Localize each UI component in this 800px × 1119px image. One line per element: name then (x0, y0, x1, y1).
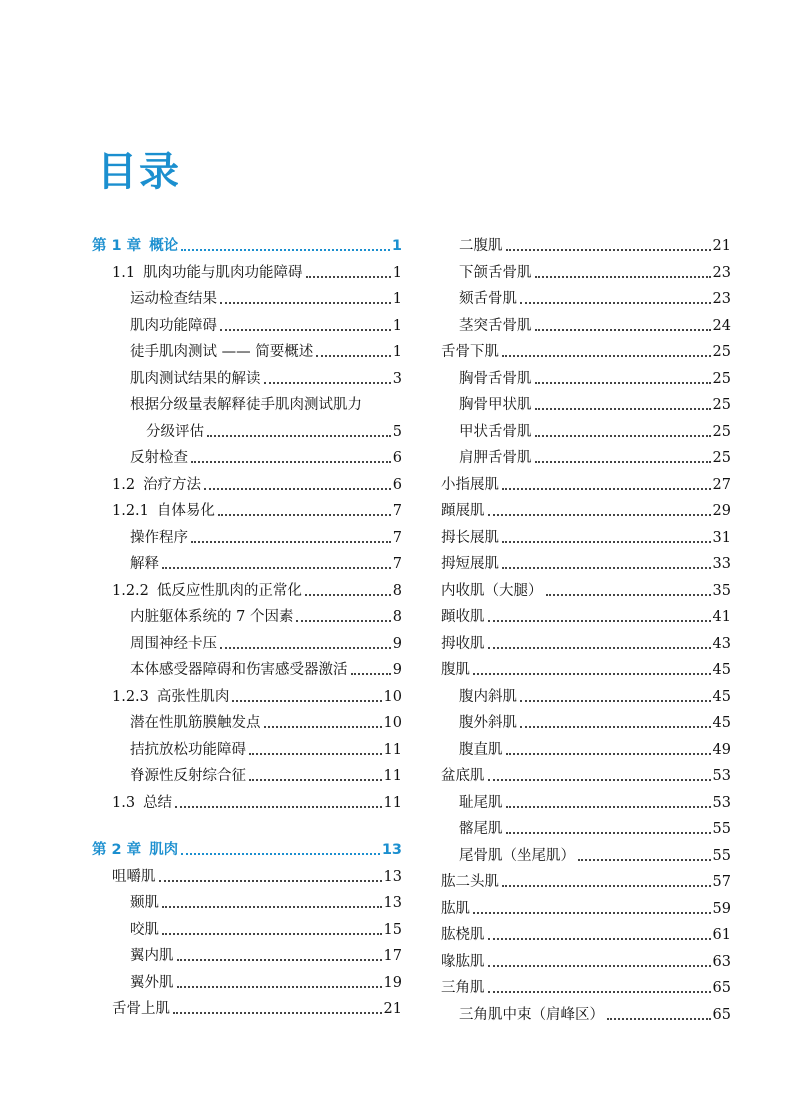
toc-entry-page: 1 (392, 291, 402, 307)
toc-entry-number: 1.2.1 (112, 503, 149, 519)
toc-entry[interactable] (441, 632, 731, 656)
toc-entry-title: 本体感受器障碍和伤害感受器激活 (130, 662, 348, 678)
dot-leader (488, 990, 711, 993)
toc-entry-title: 周围神经卡压 (130, 635, 217, 652)
toc-entry-page: 13 (381, 842, 402, 858)
toc-entry-title: 肌肉功能与肌肉功能障碍 (143, 264, 303, 281)
toc-entry-title: 下颌舌骨肌 (459, 264, 532, 281)
toc-entry-title: 拮抗放松功能障碍 (130, 741, 246, 758)
toc-entry[interactable] (92, 865, 402, 889)
toc-chapter-entry[interactable] (92, 234, 402, 258)
toc-entry[interactable] (441, 367, 731, 391)
toc-entry-title: 舌骨下肌 (441, 344, 499, 360)
dot-leader (159, 879, 382, 882)
toc-entry-page: 23 (712, 264, 731, 281)
dot-leader (351, 672, 391, 675)
toc-entry[interactable] (441, 764, 731, 788)
toc-entry-page: 53 (712, 794, 731, 811)
toc-entry-page: 61 (712, 927, 731, 943)
toc-entry[interactable] (441, 579, 731, 603)
toc-entry-page: 6 (392, 450, 402, 466)
dot-leader (488, 646, 711, 649)
toc-entry-page: 1 (392, 264, 402, 281)
toc-entry[interactable] (92, 711, 402, 735)
toc-entry-title: 拇短展肌 (441, 556, 499, 572)
dot-leader (488, 964, 711, 967)
dot-leader (249, 778, 382, 781)
toc-entry-title: 三角肌 (441, 980, 485, 996)
toc-entry-page: 11 (383, 794, 402, 811)
toc-entry[interactable] (92, 971, 402, 995)
toc-entry[interactable] (441, 446, 731, 470)
toc-entry[interactable] (92, 367, 402, 391)
toc-entry-page: 59 (712, 900, 731, 917)
dot-leader (162, 932, 382, 935)
toc-entry[interactable] (92, 764, 402, 788)
toc-entry-page: 25 (712, 423, 731, 440)
toc-entry-title: 脊源性反射综合征 (130, 768, 246, 784)
toc-entry-page: 53 (712, 768, 731, 784)
dot-leader (506, 248, 711, 251)
toc-entry-page: 43 (712, 635, 731, 652)
toc-entry[interactable] (92, 997, 402, 1021)
toc-entry[interactable] (441, 817, 731, 841)
toc-entry[interactable] (92, 446, 402, 470)
toc-entry-page: 1 (391, 238, 402, 254)
dot-leader (207, 434, 391, 437)
toc-entry-title: 咬肌 (130, 921, 159, 938)
dot-leader (296, 619, 390, 622)
toc-entry-title: 翼外肌 (130, 974, 174, 991)
toc-entry-title: 解释 (130, 556, 159, 572)
toc-entry-title: 蹞展肌 (441, 503, 485, 519)
toc-entry-title: 胸骨甲状肌 (459, 397, 532, 413)
toc-entry[interactable] (441, 393, 731, 417)
toc-chapter-entry[interactable] (92, 838, 402, 862)
toc-entry-title: 甲状舌骨肌 (459, 423, 532, 440)
toc-entry-page: 7 (392, 503, 402, 519)
toc-entry[interactable] (441, 314, 731, 338)
toc-entry[interactable] (92, 791, 402, 815)
dot-leader (249, 752, 382, 755)
dot-leader (220, 328, 391, 331)
toc-entry-page: 17 (383, 948, 402, 964)
toc-entry-page: 13 (383, 895, 402, 911)
toc-entry[interactable] (441, 738, 731, 762)
toc-entry-title: 翼内肌 (130, 948, 174, 964)
toc-entry[interactable] (441, 658, 731, 682)
dot-leader (220, 646, 391, 649)
toc-entry-title: 肱桡肌 (441, 927, 485, 943)
toc-entry[interactable] (441, 685, 731, 709)
dot-leader (578, 858, 711, 861)
dot-leader (502, 884, 711, 887)
page-title: 目录 (97, 149, 181, 195)
toc-entry-title: 根据分级量表解释徒手肌肉测试肌力 (130, 397, 362, 413)
dot-leader (316, 354, 391, 357)
toc-entry-title: 潜在性肌筋膜触发点 (130, 715, 261, 731)
toc-entry-title: 舌骨上肌 (112, 1001, 170, 1017)
dot-leader (218, 513, 391, 516)
dot-leader (506, 805, 711, 808)
toc-entry[interactable] (92, 685, 402, 709)
toc-entry-title: 腹内斜肌 (459, 688, 517, 705)
dot-leader (488, 619, 711, 622)
toc-entry-page: 9 (392, 662, 402, 678)
toc-entry-page: 57 (712, 874, 731, 890)
toc-entry-page: 3 (392, 370, 402, 387)
toc-entry-title: 治疗方法 (143, 476, 202, 493)
dot-leader (264, 381, 391, 384)
toc-entry-number: 1.2.2 (112, 582, 149, 599)
toc-entry-page: 10 (383, 688, 402, 705)
dot-leader (520, 301, 711, 304)
toc-entry[interactable] (92, 526, 402, 550)
dot-leader (177, 985, 382, 988)
toc-entry-page: 21 (383, 1001, 402, 1017)
toc-entry[interactable] (92, 261, 402, 285)
toc-entry-page: 29 (712, 503, 731, 519)
toc-entry-page: 7 (392, 529, 402, 546)
dot-leader (264, 725, 382, 728)
toc-entry-page: 31 (712, 529, 731, 546)
toc-entry-page: 25 (712, 370, 731, 387)
toc-entry-page: 49 (712, 741, 731, 758)
toc-entry-page: 11 (383, 768, 402, 784)
toc-entry-page: 45 (712, 688, 731, 705)
toc-entry-page: 41 (712, 609, 731, 625)
toc-entry[interactable] (92, 473, 402, 497)
toc-entry[interactable] (441, 870, 731, 894)
dot-leader (488, 513, 711, 516)
toc-entry-title: 内脏躯体系统的 7 个因素 (130, 609, 294, 625)
dot-leader (607, 1017, 711, 1020)
dot-leader (162, 566, 391, 569)
toc-entry-page: 33 (712, 556, 731, 572)
dot-leader (502, 354, 711, 357)
toc-entry-title: 徒手肌肉测试 —— 简要概述 (130, 344, 314, 360)
dot-leader (535, 275, 711, 278)
toc-entry-page: 13 (383, 868, 402, 885)
toc-entry-page: 8 (392, 582, 402, 599)
dot-leader (191, 540, 391, 543)
toc-entry-title: 操作程序 (130, 529, 188, 546)
toc-entry[interactable] (92, 918, 402, 942)
toc-entry[interactable] (441, 552, 731, 576)
toc-entry-page: 8 (392, 609, 402, 625)
toc-entry[interactable] (441, 420, 731, 444)
toc-entry[interactable] (441, 1003, 731, 1027)
toc-entry-title: 内收肌（大腿） (441, 582, 543, 599)
toc-entry-page: 7 (392, 556, 402, 572)
toc-entry[interactable] (92, 579, 402, 603)
toc-entry-page: 5 (392, 423, 402, 440)
toc-entry-title: 运动检查结果 (130, 291, 217, 307)
toc-entry[interactable] (441, 261, 731, 285)
dot-leader (488, 778, 711, 781)
toc-entry-page: 55 (712, 847, 731, 864)
toc-entry[interactable] (92, 658, 402, 682)
toc-entry-title: 腹肌 (441, 662, 470, 678)
toc-entry-number: 1.1 (112, 264, 136, 281)
dot-leader (535, 460, 711, 463)
toc-entry-title: 茎突舌骨肌 (459, 317, 532, 334)
toc-entry-title: 蹞收肌 (441, 609, 485, 625)
dot-leader (502, 540, 711, 543)
toc-entry-page: 27 (712, 476, 731, 493)
toc-entry-title: 拇长展肌 (441, 529, 499, 546)
toc-entry-page: 65 (712, 1006, 731, 1023)
toc-entry[interactable] (92, 314, 402, 338)
toc-entry-title: 颞肌 (130, 895, 159, 911)
dot-leader (535, 434, 711, 437)
toc-entry-page: 9 (392, 635, 402, 652)
toc-entry-title: 咀嚼肌 (112, 868, 156, 885)
dot-leader (162, 905, 382, 908)
toc-entry[interactable] (441, 897, 731, 921)
dot-leader (173, 1011, 382, 1014)
toc-entry-title: 小指展肌 (441, 476, 499, 493)
toc-entry-title: 肱二头肌 (441, 874, 499, 890)
toc-entry[interactable] (441, 234, 731, 258)
toc-entry[interactable] (92, 393, 402, 417)
toc-entry-page: 21 (712, 238, 731, 254)
toc-entry-title: 尾骨肌（坐尾肌） (459, 847, 575, 864)
toc-entry[interactable] (441, 340, 731, 364)
toc-entry-page: 24 (712, 317, 731, 334)
toc-entry[interactable] (441, 526, 731, 550)
toc-entry-title: 颏舌骨肌 (459, 291, 517, 307)
toc-entry[interactable] (441, 287, 731, 311)
toc-entry-title: 概论 (149, 238, 179, 254)
toc-entry[interactable] (92, 944, 402, 968)
dot-leader (506, 752, 711, 755)
toc-entry-page: 25 (712, 344, 731, 360)
dot-leader (520, 725, 711, 728)
toc-entry-page: 25 (712, 450, 731, 466)
toc-entry-title: 肌肉测试结果的解读 (130, 370, 261, 387)
dot-leader (502, 487, 711, 490)
dot-leader (535, 381, 711, 384)
toc-entry[interactable] (92, 499, 402, 523)
toc-entry-title: 髂尾肌 (459, 821, 503, 837)
toc-entry-page: 6 (392, 476, 402, 493)
toc-entry[interactable] (441, 499, 731, 523)
dot-leader (488, 937, 711, 940)
toc-entry-title: 腹外斜肌 (459, 715, 517, 731)
toc-entry-number: 第 1 章 (92, 238, 142, 254)
toc-entry[interactable] (92, 891, 402, 915)
toc-entry[interactable] (92, 632, 402, 656)
toc-entry[interactable] (441, 844, 731, 868)
toc-entry-number: 1.2 (112, 476, 136, 493)
toc-entry[interactable] (441, 473, 731, 497)
toc-entry[interactable] (441, 923, 731, 947)
dot-leader (232, 699, 381, 702)
toc-entry-title: 三角肌中束（肩峰区） (459, 1006, 604, 1023)
toc-entry[interactable] (441, 976, 731, 1000)
toc-entry-page: 15 (383, 921, 402, 938)
toc-entry-title: 分级评估 (146, 423, 204, 440)
toc-entry-page: 11 (383, 741, 402, 758)
toc-entry-title: 反射检查 (130, 450, 188, 466)
toc-entry-page: 63 (712, 953, 731, 970)
toc-entry[interactable] (92, 738, 402, 762)
dot-leader (305, 593, 391, 596)
dot-leader (175, 805, 381, 808)
dot-leader (473, 672, 711, 675)
toc-entry-title: 肌肉功能障碍 (130, 317, 217, 334)
dot-leader (181, 248, 390, 251)
toc-entry-title: 耻尾肌 (459, 794, 503, 811)
toc-entry-title: 低反应性肌肉的正常化 (156, 582, 302, 599)
toc-entry-title: 喙肱肌 (441, 953, 485, 970)
toc-entry-page: 23 (712, 291, 731, 307)
toc-entry-page: 25 (712, 397, 731, 413)
toc-entry-page: 55 (712, 821, 731, 837)
toc-entry[interactable] (441, 950, 731, 974)
dot-leader (306, 275, 391, 278)
dot-leader (473, 911, 711, 914)
toc-entry-title: 胸骨舌骨肌 (459, 370, 532, 387)
toc-entry-page: 35 (712, 582, 731, 599)
dot-leader (535, 328, 711, 331)
toc-entry-title: 肱肌 (441, 900, 470, 917)
toc-entry-page: 19 (383, 974, 402, 991)
dot-leader (502, 566, 711, 569)
toc-entry-page: 1 (392, 317, 402, 334)
toc-entry[interactable] (441, 711, 731, 735)
toc-entry-title: 盆底肌 (441, 768, 485, 784)
toc-entry-title: 肩胛舌骨肌 (459, 450, 532, 466)
dot-leader (535, 407, 711, 410)
toc-entry-title: 总结 (143, 794, 173, 811)
toc-entry-page: 1 (392, 344, 402, 360)
toc-entry-number: 1.2.3 (112, 688, 149, 705)
toc-entry-title: 自体易化 (156, 503, 215, 519)
dot-leader (220, 301, 391, 304)
dot-leader (506, 831, 711, 834)
dot-leader (546, 593, 711, 596)
toc-entry-title: 肌肉 (149, 842, 179, 858)
toc-entry-title: 拇收肌 (441, 635, 485, 652)
toc-entry-page: 10 (383, 715, 402, 731)
toc-entry-page: 45 (712, 715, 731, 731)
dot-leader (191, 460, 391, 463)
dot-leader (204, 487, 391, 490)
toc-entry[interactable] (92, 420, 402, 444)
toc-entry[interactable] (441, 605, 731, 629)
dot-leader (520, 699, 711, 702)
toc-entry[interactable] (92, 287, 402, 311)
toc-entry-page: 65 (712, 980, 731, 996)
toc-entry-title: 二腹肌 (459, 238, 503, 254)
toc-entry[interactable] (92, 605, 402, 629)
toc-entry-number: 第 2 章 (92, 842, 142, 858)
dot-leader (177, 958, 382, 961)
toc-entry-page: 45 (712, 662, 731, 678)
toc-entry[interactable] (441, 791, 731, 815)
toc-entry-title: 高张性肌肉 (156, 688, 230, 705)
toc-entry-number: 1.3 (112, 794, 136, 811)
dot-leader (181, 852, 380, 855)
toc-entry-title: 腹直肌 (459, 741, 503, 758)
toc-entry[interactable] (92, 552, 402, 576)
toc-entry[interactable] (92, 340, 402, 364)
